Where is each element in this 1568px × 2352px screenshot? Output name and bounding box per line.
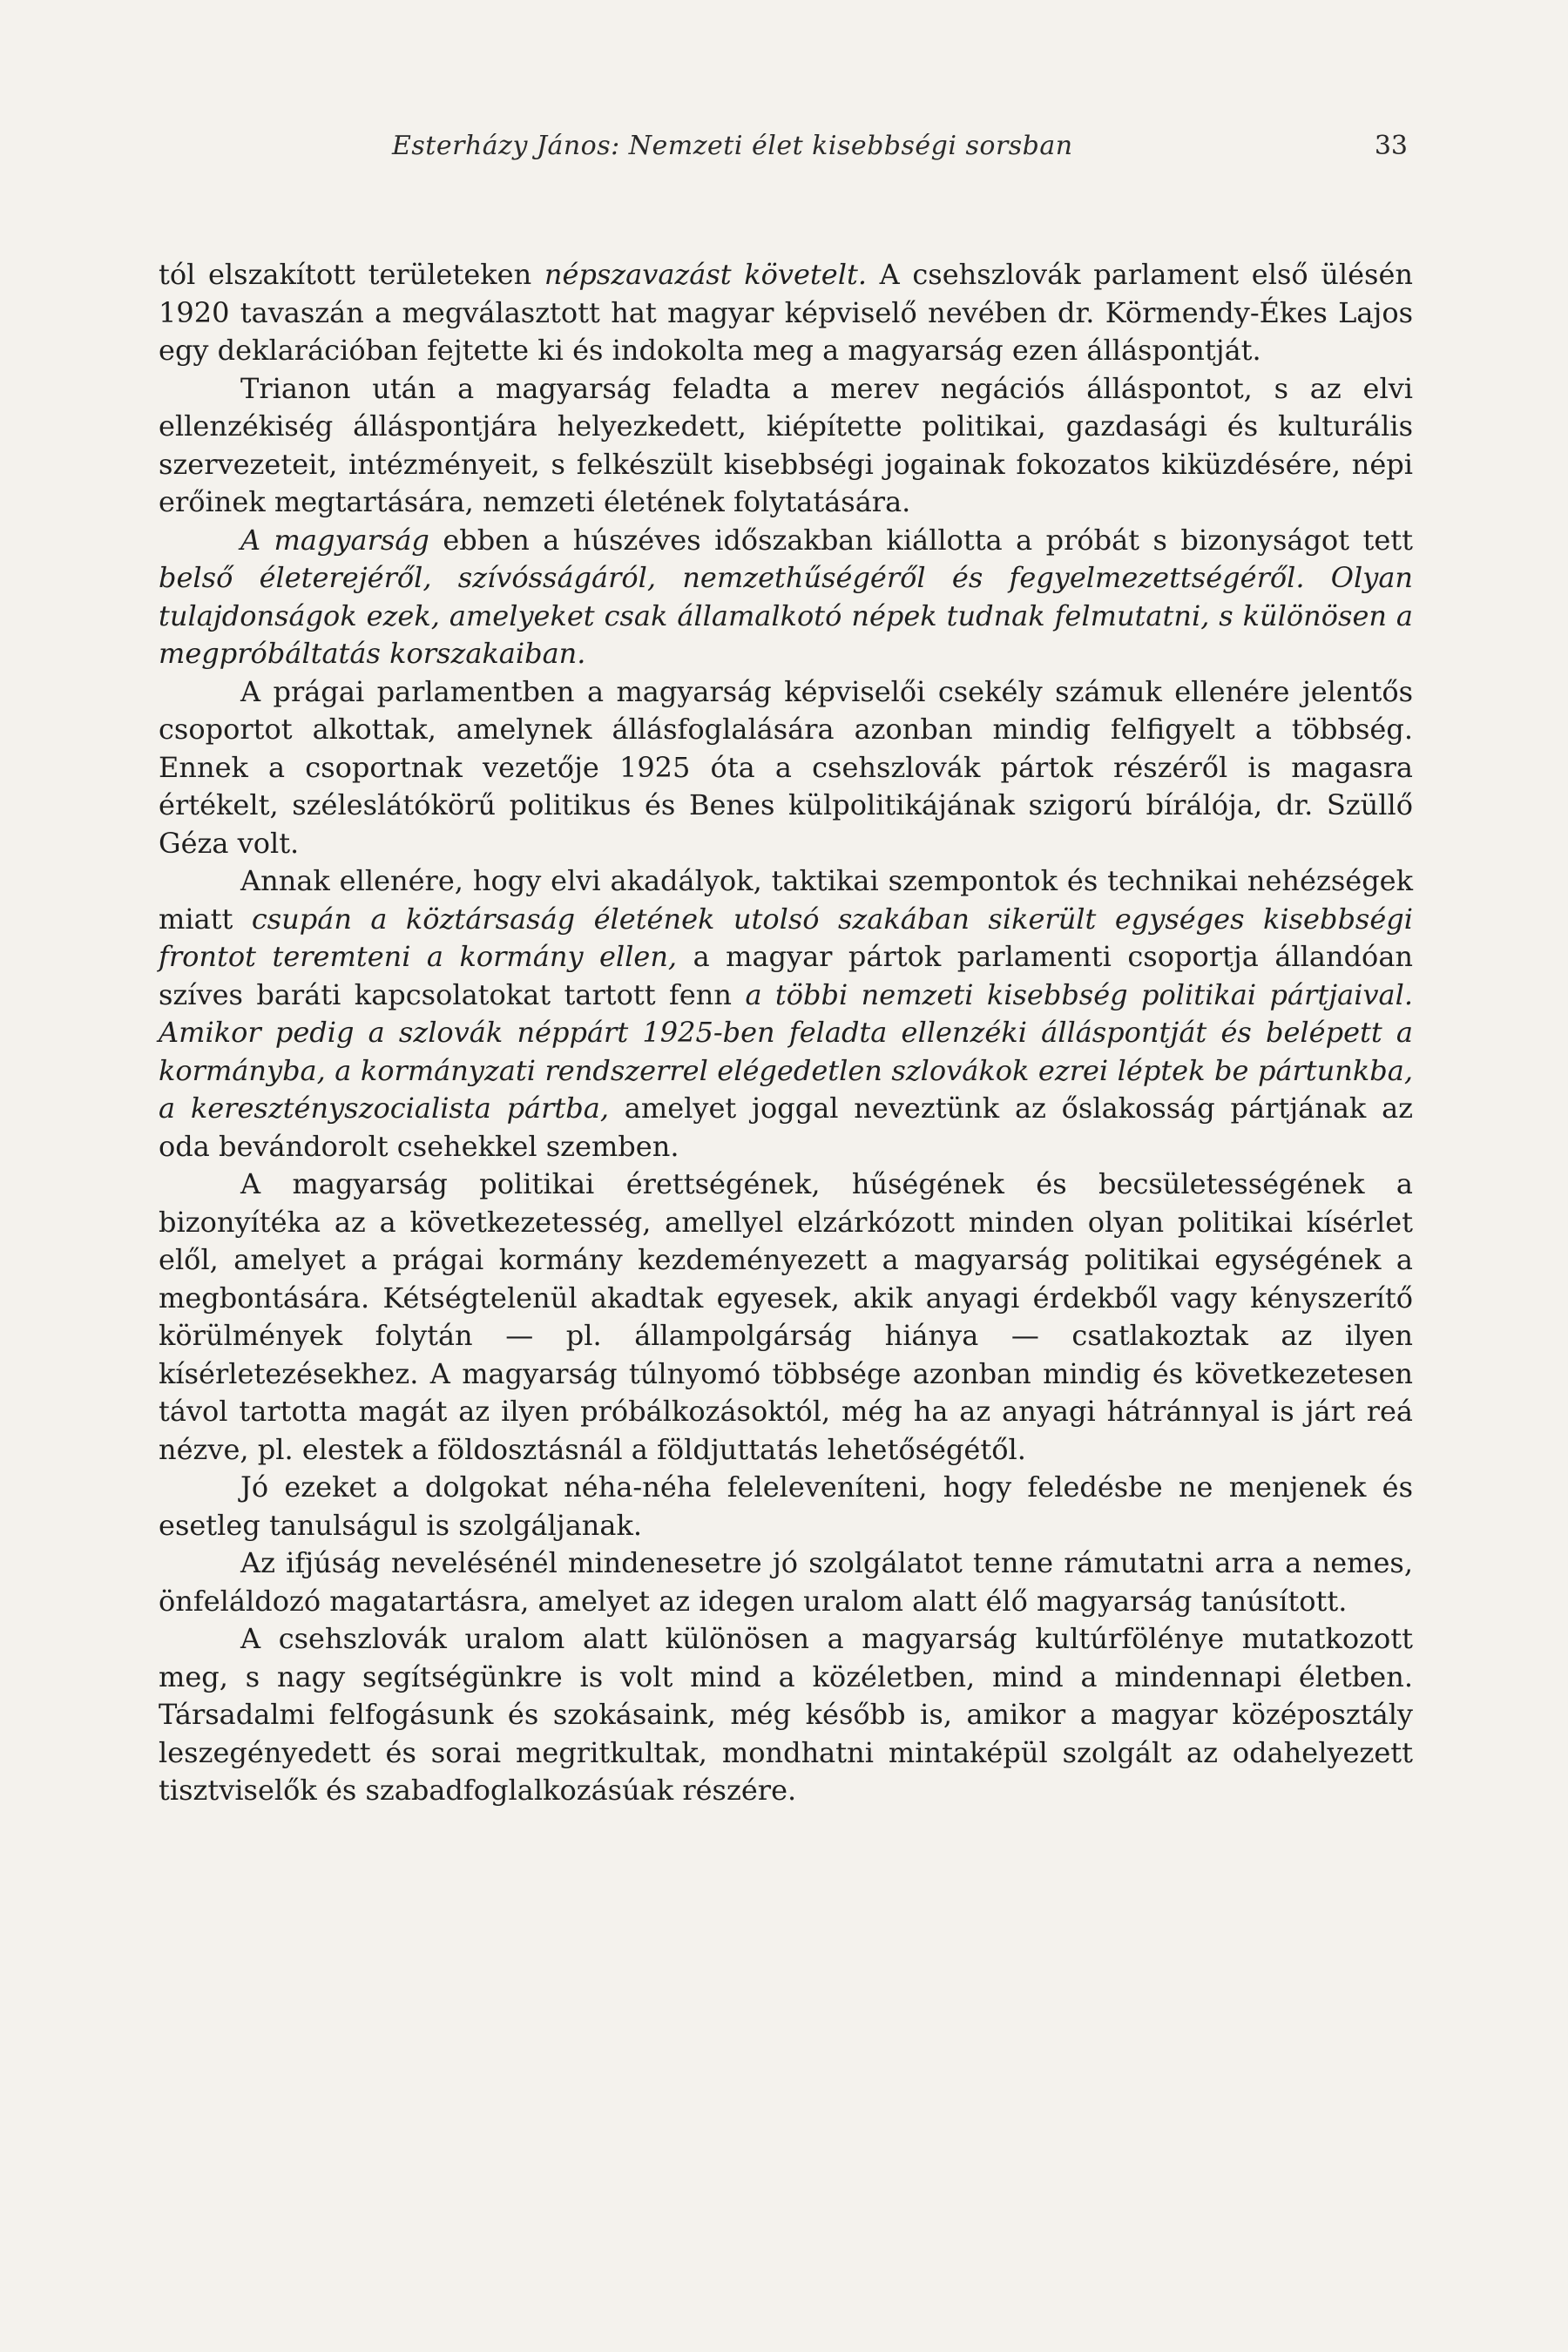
text-segment: A magyarság politikai érettségének, hűségének és becsületességének a bizonyítéka az a következetesség, amellyel elzárkózott minden olyan politikai kísérlet elől, amelyet a prágai kormány kezdeményezett a magyarság politikai egységének a megbontására. Kétségtelenül akadtak egyesek, akik anyagi érdekből vagy kényszerítő körülmények folytán — pl. állampolgárság hiánya — csatlakoztak az ilyen kísérletezésekhez. A magyarság túlnyomó többsége azonban mindig és következetesen távol tartotta magát az ilyen próbálkozásoktól, még ha az anyagi hátránnyal is járt reá nézve, pl. elestek a földosztásnál a földjuttatás lehetőségétől. (159, 1167, 1413, 1466)
text-segment: Annak ellenére, hogy elvi akadályok, taktikai szempontok és technikai nehézségek miatt (159, 864, 1413, 936)
text-segment: Trianon után a magyarság feladta a merev negációs álláspontot, s az elvi ellenzékiség álláspontjára helyezkedett, kiépítette politikai, gazdasági és kulturális szervezeteit, intézményeit, s felkészült kisebbségi jogainak fokozatos kiküzdésére, népi erőinek megtartására, nemzeti életének folytatására. (159, 371, 1413, 518)
text-segment: Az ifjúság nevelésénél mindenesetre jó szolgálatot tenne rámutatni arra a nemes, önfeláldozó magatartásra, amelyet az idegen uralom alatt élő magyarság tanúsított. (159, 1546, 1413, 1618)
italic-text-segment: belső életerejéről, szívósságáról, nemzethűségéről és fegyelmezettségéről. Olyan tulajdonságok ezek, amelyeket csak államalkotó népek tudnak felmutatni, s különösen a megpróbáltatás korszakaiban. (159, 561, 1413, 670)
paragraph (159, 1469, 1413, 1544)
paragraph (159, 862, 1413, 1166)
text-segment: ebben a húszéves időszakban kiállotta a próbát s bizonyságot tett (429, 523, 1414, 557)
paragraph (159, 522, 1413, 673)
paragraph (159, 1166, 1413, 1469)
paragraph (159, 256, 1413, 370)
paragraph (159, 673, 1413, 863)
running-header (159, 131, 1413, 174)
text-segment: A prágai parlamentben a magyarság képviselői csekély számuk ellenére jelentős csoportot alkottak, amelynek állásfoglalására azonban mindig felfigyelt a többség. Ennek a csoportnak vezetője 1925 óta a csehszlovák pártok részéről is magasra értékelt, széleslátókörű politikus és Benes külpolitikájának szigorú bírálója, dr. Szüllő Géza volt. (159, 674, 1413, 860)
text-segment: tól elszakított területeken (159, 258, 544, 291)
text-segment: A csehszlovák parlament első ülésén 1920 tavaszán a megválasztott hat magyar képviselő nevében dr. Körmendy-Ékes Lajos egy deklarációban fejtette ki és indokolta meg a magyarság ezen álláspontját. (159, 258, 1414, 367)
italic-text-segment: csupán a köztársaság életének utolsó szakában sikerült egységes kisebbségi frontot teremteni a kormány ellen, (159, 902, 1414, 973)
page-number: 33 (1374, 131, 1408, 161)
paragraph (159, 1544, 1413, 1620)
paragraph (159, 1620, 1413, 1810)
italic-text-segment: népszavazást követelt. (544, 258, 867, 291)
running-title: Esterházy János: Nemzeti élet kisebbségi sorsban (392, 131, 1073, 161)
italic-text-segment: A magyarság (240, 523, 429, 557)
paragraph (159, 370, 1413, 522)
text-segment: A csehszlovák uralom alatt különösen a magyarság kultúrfölénye mutatkozott meg, s nagy segítségünkre is volt mind a közéletben, mind a mindennapi életben. Társadalmi felfogásunk és szokásaink, még később is, amikor a magyar középosztály leszegényedett és sorai megritkultak, mondhatni mintaképül szolgált az odahelyezett tisztviselők és szabadfoglalkozásúak részére. (159, 1622, 1413, 1807)
text-segment: Jó ezeket a dolgokat néha-néha feleleveníteni, hogy feledésbe ne menjenek és esetleg tanulságul is szolgáljanak. (159, 1470, 1413, 1542)
body-text (159, 256, 1413, 1810)
text-segment: a magyar pártok parlamenti csoportja állandóan szíves baráti kapcsolatokat tartott fenn (159, 940, 1414, 1011)
text-segment: amelyet joggal neveztünk az őslakosság pártjának az oda bevándorolt csehekkel szemben. (159, 1092, 1414, 1163)
italic-text-segment: a többi nemzeti kisebbség politikai pártjaival. Amikor pedig a szlovák néppárt 1925-ben feladta ellenzéki álláspontját és belépett a kormányba, a kormányzati rendszerrel elégedetlen szlovákok ezrei léptek be pártunkba, a keresztényszocialista pártba, (159, 977, 1414, 1125)
